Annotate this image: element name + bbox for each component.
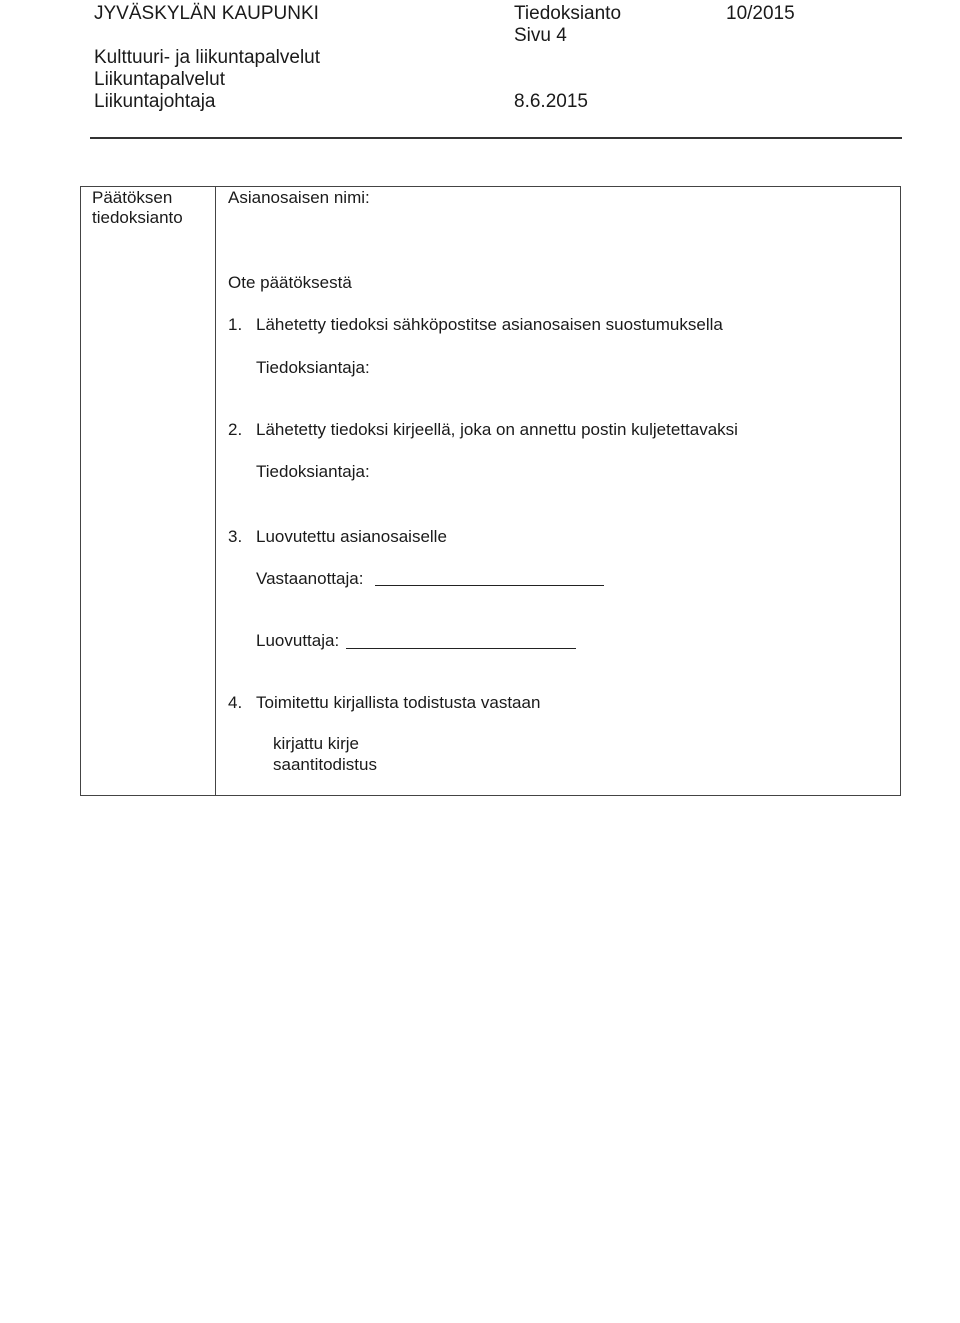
official-title: Liikuntajohtaja xyxy=(94,91,216,112)
item-3-number: 3. xyxy=(228,527,243,546)
form-side-label-line1: Päätöksen xyxy=(92,188,173,207)
document-type: Tiedoksianto xyxy=(514,3,622,24)
organization-name: JYVÄSKYLÄN KAUPUNKI xyxy=(94,3,319,24)
item-2-number: 2. xyxy=(228,420,243,439)
department-name: Kulttuuri- ja liikuntapalvelut xyxy=(94,47,321,68)
item-3-deliverer-label: Luovuttaja: xyxy=(256,631,340,650)
form-side-label-line2: tiedoksianto xyxy=(92,208,183,227)
document-number: 10/2015 xyxy=(726,3,795,24)
item-1-text: Lähetetty tiedoksi sähköpostitse asianosaisen suostumuksella xyxy=(256,315,723,334)
item-2-text: Lähetetty tiedoksi kirjeellä, joka on annettu postin kuljetettavaksi xyxy=(256,420,738,439)
option-receipt-certificate: saantitodistus xyxy=(273,755,377,774)
decision-extract-label: Ote päätöksestä xyxy=(228,273,352,292)
option-registered-letter: kirjattu kirje xyxy=(273,734,359,753)
page-number: Sivu 4 xyxy=(514,25,567,46)
item-1-notifier-label: Tiedoksiantaja: xyxy=(256,358,370,377)
item-4-text: Toimitettu kirjallista todistusta vastaan xyxy=(256,693,541,712)
item-3-recipient-label: Vastaanottaja: xyxy=(256,569,364,588)
item-3-text: Luovutettu asianosaiselle xyxy=(256,527,447,546)
document-date: 8.6.2015 xyxy=(514,91,588,112)
item-2-notifier-label: Tiedoksiantaja: xyxy=(256,462,370,481)
item-4-number: 4. xyxy=(228,693,243,712)
party-name-label: Asianosaisen nimi: xyxy=(228,188,370,207)
form-column-divider xyxy=(215,186,216,796)
header-divider xyxy=(90,137,902,139)
recipient-signature-line xyxy=(375,585,604,586)
item-1-number: 1. xyxy=(228,315,243,334)
unit-name: Liikuntapalvelut xyxy=(94,69,225,90)
deliverer-signature-line xyxy=(346,648,576,649)
